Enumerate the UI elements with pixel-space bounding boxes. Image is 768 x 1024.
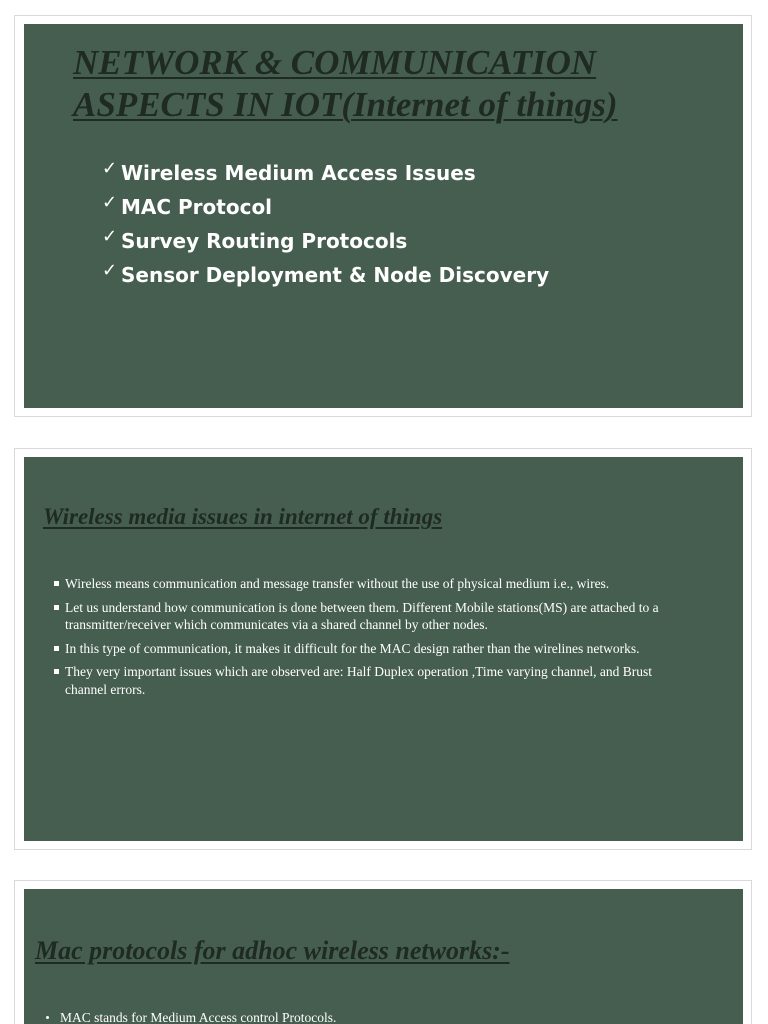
list-item [102,224,549,258]
slide-1 [24,24,743,408]
list-item-text: MAC Protocol [121,195,273,219]
square-bullet-icon [54,646,59,651]
list-item-text: Survey Routing Protocols [121,229,408,253]
list-item [54,640,674,658]
list-item-text: Let us understand how communication is done between them. Different Mobile stations(MS) are attached to a transmitter/receiver which communicates via a shared channel by other nodes. [65,599,659,632]
checkmark-icon: ✓ [102,192,118,213]
slide-2-bullet-list [54,575,674,704]
list-item-text: Wireless means communication and message transfer without the use of physical medium i.e., wires. [65,576,610,591]
slide-3-title: Mac protocols for adhoc wireless networks:- [35,936,510,965]
slide-3-frame [14,880,752,1024]
checkmark-icon: ✓ [102,158,118,179]
list-item [54,599,674,634]
slide-2 [24,457,743,841]
list-item [54,575,674,593]
slide-2-title: Wireless media issues in internet of things [43,504,443,529]
list-item [102,258,549,292]
square-bullet-icon [54,669,59,674]
checkmark-icon: ✓ [102,260,118,281]
list-item-text: Sensor Deployment & Node Discovery [121,263,550,287]
slide-1-title: NETWORK & COMMUNICATION ASPECTS IN IOT(Internet of things) [73,43,618,124]
list-item [102,156,549,190]
slide-1-bullet-list [102,156,549,292]
slide-2-frame [14,448,752,850]
square-bullet-icon [54,581,59,586]
list-item [44,1009,336,1024]
list-item-text: They very important issues which are observed are: Half Duplex operation ,Time varying channel, and Brust channel errors. [65,664,652,697]
square-bullet-icon [54,605,59,610]
list-item [102,190,549,224]
list-item [54,663,674,698]
slide-1-frame [14,15,752,417]
slide-3-bullet-list [44,1009,336,1024]
list-item-text: Wireless Medium Access Issues [121,161,476,185]
dot-bullet-icon [46,1016,49,1019]
list-item-text: MAC stands for Medium Access control Protocols. [60,1010,337,1024]
checkmark-icon: ✓ [102,226,118,247]
slide-3 [24,889,743,1024]
list-item-text: In this type of communication, it makes it difficult for the MAC design rather than the wirelines networks. [65,640,640,656]
